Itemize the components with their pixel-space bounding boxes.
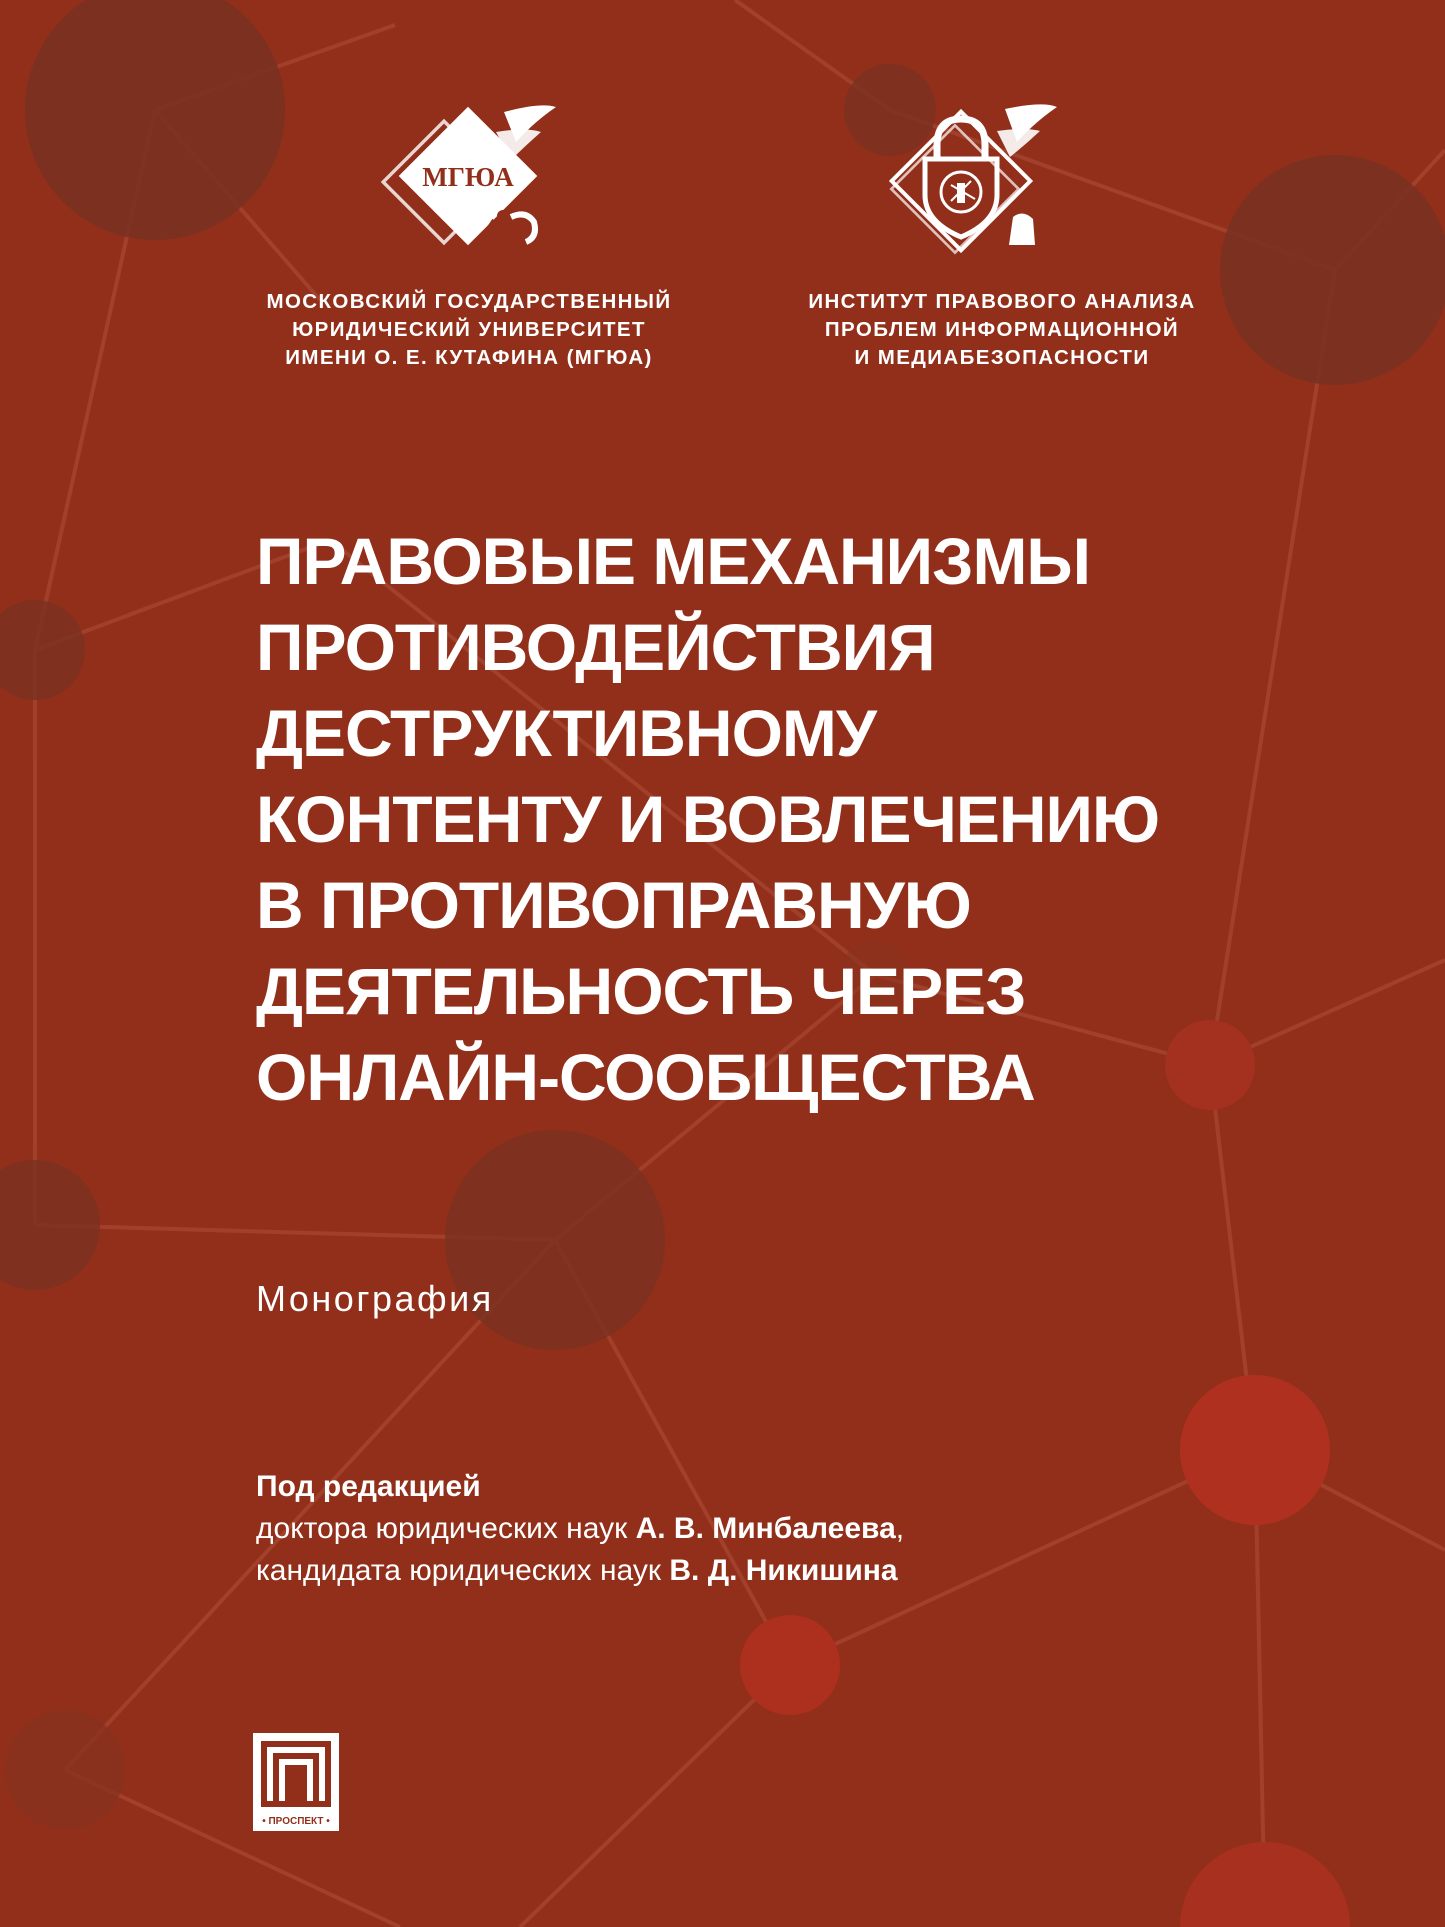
title-line: ПРАВОВЫЕ МЕХАНИЗМЫ — [256, 524, 1091, 598]
left-org-name: МОСКОВСКИЙ ГОСУДАРСТВЕННЫЙ ЮРИДИЧЕСКИЙ УНИВЕРСИТЕТ ИМЕНИ О. Е. КУТАФИНА (МГЮА) — [266, 290, 672, 369]
editor-degree: доктора юридических наук — [256, 1512, 636, 1545]
svg-text:МГЮА: МГЮА — [422, 162, 514, 192]
editor-degree: кандидата юридических наук — [256, 1554, 670, 1587]
padlock-shield-emblem-icon — [885, 97, 1065, 262]
title-line: ДЕСТРУКТИВНОМУ — [256, 696, 876, 770]
title-line: В ПРОТИВОПРАВНУЮ — [256, 868, 971, 942]
right-org-name: ИНСТИТУТ ПРАВОВОГО АНАЛИЗА ПРОБЛЕМ ИНФОРМАЦИОННОЙ И МЕДИАБЕЗОПАСНОСТИ — [808, 290, 1196, 369]
book-title — [256, 518, 1376, 1120]
prospekt-building-icon — [253, 1733, 339, 1831]
editors-lead: Под редакцией — [256, 1470, 481, 1503]
title-line: КОНТЕНТУ И ВОВЛЕЧЕНИЮ — [256, 782, 1160, 856]
editor-line — [256, 1550, 904, 1592]
editor-line — [256, 1508, 904, 1550]
editors-block — [256, 1466, 904, 1592]
mgua-diamond-emblem-icon — [376, 92, 561, 264]
publisher-name: • ПРОСПЕКТ • — [262, 1816, 330, 1827]
editor-name: А. В. Минбалеева — [635, 1512, 896, 1545]
editor-name: В. Д. Никишина — [669, 1554, 898, 1587]
title-line: ОНЛАЙН-СООБЩЕСТВА — [256, 1040, 1035, 1114]
editor-separator: , — [895, 1512, 905, 1545]
genre-label: Монография — [256, 1278, 494, 1319]
title-line: ДЕЯТЕЛЬНОСТЬ ЧЕРЕЗ — [256, 954, 1026, 1028]
title-line: ПРОТИВОДЕЙСТВИЯ — [256, 610, 935, 684]
